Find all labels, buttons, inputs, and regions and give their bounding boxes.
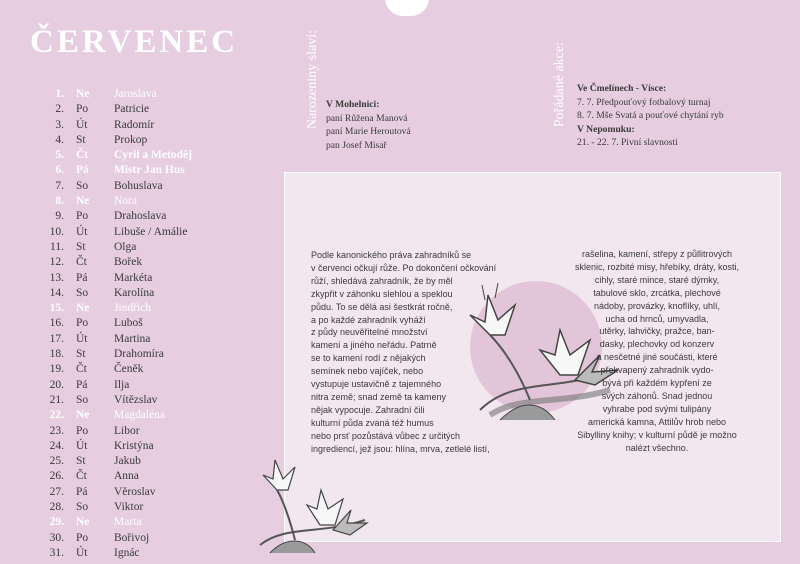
day-number: 25. <box>49 455 64 468</box>
month-title: ČERVENEC <box>30 24 239 60</box>
day-row <box>40 531 192 546</box>
day-row <box>40 362 192 377</box>
event-item: 21. - 22. 7. Pivní slavnosti <box>577 137 678 148</box>
name-day: Nora <box>114 195 137 208</box>
name-day: Magdaléna <box>114 409 166 422</box>
day-abbreviation: St <box>76 133 86 146</box>
day-number: 10. <box>49 225 64 238</box>
birthday-person: pan Josef Misař <box>326 139 387 151</box>
day-row <box>40 87 192 102</box>
day-row <box>40 469 192 484</box>
day-row <box>40 515 192 530</box>
day-row <box>40 332 192 347</box>
article-text-left <box>311 249 523 456</box>
birthdays-heading: Narozeniny slaví: <box>305 30 320 130</box>
name-day: Jaroslava <box>114 88 157 100</box>
day-abbreviation: Po <box>76 103 89 116</box>
article-line: semínek nebo vajíček, nebo <box>311 366 424 377</box>
name-day: Bohuslava <box>114 179 163 192</box>
article-line: vystupuje ustavičně z tajemného <box>311 379 442 390</box>
article-line: růží, shledává zahradník, že by měl <box>311 275 453 286</box>
day-number: 24. <box>49 439 64 452</box>
day-abbreviation: Út <box>76 439 88 452</box>
article-line: nalézt všechno. <box>625 442 689 453</box>
name-day: Bořivoj <box>114 531 150 544</box>
day-abbreviation: So <box>76 286 89 299</box>
day-number: 5. <box>55 149 64 162</box>
day-row <box>40 133 192 148</box>
day-abbreviation: St <box>76 240 86 253</box>
article-line: sklenic, rozbité misy, hřebíky, dráty, kosti, <box>574 261 740 272</box>
birthdays-place: V Mohelnici: <box>326 99 380 110</box>
day-number: 15. <box>49 302 64 315</box>
day-row <box>40 485 192 500</box>
name-day: Olga <box>114 240 137 253</box>
day-abbreviation: Po <box>76 317 89 330</box>
day-number: 26. <box>49 470 64 483</box>
day-row <box>40 118 192 133</box>
article-line: a nesčetné jiné součásti, které <box>596 352 718 363</box>
day-number: 6. <box>55 164 64 177</box>
article-line: nějak vypocuje. Zahradní čili <box>311 404 425 415</box>
day-abbreviation: Út <box>76 225 88 238</box>
day-row <box>40 393 192 408</box>
day-abbreviation: Čt <box>76 363 87 376</box>
day-abbreviation: Pá <box>76 271 88 284</box>
day-number: 18. <box>49 348 64 361</box>
day-number: 7. <box>55 179 64 192</box>
day-row <box>40 286 192 301</box>
name-day: Prokop <box>114 133 148 146</box>
day-number: 20. <box>49 378 64 391</box>
day-row <box>40 301 192 316</box>
day-number: 27. <box>49 485 64 498</box>
article-line: kamení a jiného neřádu. Patrně <box>311 340 437 351</box>
article-line: bývá při každém kypření ze <box>602 378 712 389</box>
article-line: půdu. To se dělá asi šestkrát ročně, <box>311 301 453 312</box>
day-row <box>40 240 192 255</box>
article-line: nitra země; snad země ta kameny <box>311 391 447 402</box>
day-row <box>40 347 192 362</box>
name-day: Mistr Jan Hus <box>114 164 185 177</box>
day-row <box>40 255 192 270</box>
name-day: Jakub <box>114 455 141 468</box>
name-day: Bořek <box>114 256 143 269</box>
day-row <box>40 378 192 393</box>
events-list <box>577 82 724 150</box>
article-line: a po každé zahradník vyháží <box>311 314 426 325</box>
day-abbreviation: St <box>76 348 86 361</box>
day-row <box>40 439 192 454</box>
day-abbreviation: Pá <box>76 378 88 391</box>
name-day: Kristýna <box>114 439 154 452</box>
article-line: v červenci očkují růže. Po dokončení očkování <box>311 262 497 273</box>
event-location: Ve Čmelínech - Vísce: <box>577 83 667 94</box>
day-number: 9. <box>55 210 64 223</box>
day-number: 17. <box>49 332 64 345</box>
article-line: tabulové sklo, zrcátka, plechové <box>593 287 721 298</box>
article-line: ucha od hrnců, umyvadla, <box>605 313 709 324</box>
article-line: nebo prsť pozůstává vůbec z určitých <box>311 430 460 441</box>
day-number: 8. <box>55 195 64 208</box>
name-day: Jindřich <box>114 302 152 315</box>
day-number: 16. <box>49 317 64 330</box>
day-number: 28. <box>49 501 64 514</box>
name-day: Věroslav <box>114 485 156 498</box>
binder-notch <box>385 0 429 16</box>
day-row <box>40 179 192 194</box>
name-day: Patricie <box>114 103 150 116</box>
birthday-person: paní Marie Heroutová <box>326 126 411 137</box>
article-line: nádoby, provázky, knoflíky, uhlí, <box>593 300 721 311</box>
day-row <box>40 148 192 163</box>
day-abbreviation: Ne <box>76 88 90 100</box>
day-number: 29. <box>49 516 64 529</box>
article-text-right <box>553 248 761 455</box>
day-number: 1. <box>55 88 64 100</box>
day-abbreviation: Čt <box>76 149 89 162</box>
name-day: Cyril a Metoděj <box>114 149 192 162</box>
day-abbreviation: So <box>76 179 89 192</box>
article-line: utěrky, lahvičky, pražce, ban- <box>599 326 715 337</box>
article-line: vyhrabe pod svými tulipány <box>602 403 712 414</box>
day-abbreviation: Ne <box>76 409 90 422</box>
name-day: Drahoslava <box>114 210 167 223</box>
article-line: překvapený zahradník vydo- <box>600 365 714 376</box>
article-line: se to kamení rodí z nějakých <box>311 353 426 364</box>
day-row <box>40 408 192 423</box>
day-abbreviation: Út <box>76 118 88 131</box>
day-row <box>40 209 192 224</box>
name-day: Radomír <box>114 118 155 131</box>
day-abbreviation: Ne <box>76 302 90 315</box>
name-day: Markéta <box>114 271 153 284</box>
day-number: 14. <box>49 286 64 299</box>
article-line: rašelina, kamení, střepy z půllitrových <box>581 249 733 259</box>
name-day: Drahomíra <box>114 348 164 361</box>
day-abbreviation: St <box>76 455 86 468</box>
day-number: 19. <box>49 363 64 376</box>
day-row <box>40 163 192 178</box>
day-abbreviation: Po <box>76 531 89 544</box>
day-abbreviation: Po <box>76 424 89 437</box>
name-day: Ilja <box>114 378 130 391</box>
event-item: 8. 7. Mše Svatá a pouťové chytání ryb <box>577 110 724 121</box>
article-line: Sibylliny knihy; v kulturní půdě je možno <box>577 429 737 440</box>
day-row <box>40 271 192 286</box>
name-day: Libuše / Amálie <box>114 225 188 238</box>
day-abbreviation: Ne <box>76 195 90 208</box>
name-day: Anna <box>114 470 139 483</box>
article-line: zkypřit v záhonku slehlou a speklou <box>311 288 453 299</box>
name-day: Viktor <box>114 501 144 514</box>
day-row <box>40 424 192 439</box>
name-day: Luboš <box>114 317 143 330</box>
article-line: ingrediencí, jež jsou: hlína, mrva, zetlelé listí, <box>311 443 490 454</box>
day-number: 31. <box>49 546 64 559</box>
day-number: 11. <box>50 240 64 253</box>
article-line: cihly, staré mince, staré dýmky, <box>594 274 720 285</box>
day-row <box>40 194 192 209</box>
name-day: Vítězslav <box>114 393 158 406</box>
day-row <box>40 454 192 469</box>
day-abbreviation: Út <box>76 332 88 345</box>
name-day: Marta <box>114 516 142 529</box>
day-abbreviation: Út <box>76 546 88 559</box>
day-row <box>40 225 192 240</box>
article-line: Podle kanonického práva zahradníků se <box>311 250 472 260</box>
day-abbreviation: Čt <box>76 256 87 269</box>
article-line: dasky, plechovky od konzerv <box>599 339 715 350</box>
day-abbreviation: Ne <box>76 516 90 529</box>
day-number: 23. <box>49 424 64 437</box>
day-number: 4. <box>55 133 64 146</box>
day-number: 3. <box>55 118 64 131</box>
day-abbreviation: Pá <box>76 485 88 498</box>
name-day: Ignác <box>114 546 140 559</box>
day-row <box>40 546 192 561</box>
day-row <box>40 102 192 117</box>
event-location: V Nepomuku: <box>577 123 635 135</box>
day-number: 30. <box>49 531 64 544</box>
events-heading: Pořádané akce: <box>552 42 567 128</box>
day-number: 22. <box>49 409 64 422</box>
day-row <box>40 316 192 331</box>
article-line: americká kamna, Attilův hrob nebo <box>587 416 727 427</box>
birthdays-list <box>326 98 411 152</box>
day-abbreviation: Po <box>76 210 89 223</box>
day-abbreviation: So <box>76 501 89 514</box>
day-number: 12. <box>49 256 64 269</box>
day-abbreviation: Pá <box>76 164 89 177</box>
day-row <box>40 500 192 515</box>
day-abbreviation: Čt <box>76 470 87 483</box>
name-day: Libor <box>114 424 140 437</box>
name-day: Čeněk <box>114 363 144 376</box>
event-item: 7. 7. Předpouťový fotbalový turnaj <box>577 96 711 108</box>
day-number: 2. <box>55 103 64 116</box>
article-line: svých záhonů. Snad jednou <box>601 390 713 401</box>
birthday-person: paní Růžena Manová <box>326 112 408 124</box>
article-line: kulturní půda zvaná též humus <box>311 417 434 428</box>
day-abbreviation: So <box>76 393 89 406</box>
lily-illustration-small <box>255 455 370 555</box>
name-day: Martina <box>114 332 151 345</box>
article-line: z půdy neuvěřitelné množství <box>311 327 428 338</box>
day-number: 21. <box>49 393 64 406</box>
day-number: 13. <box>49 271 64 284</box>
name-day: Karolína <box>114 286 155 299</box>
name-day-list <box>40 87 192 561</box>
